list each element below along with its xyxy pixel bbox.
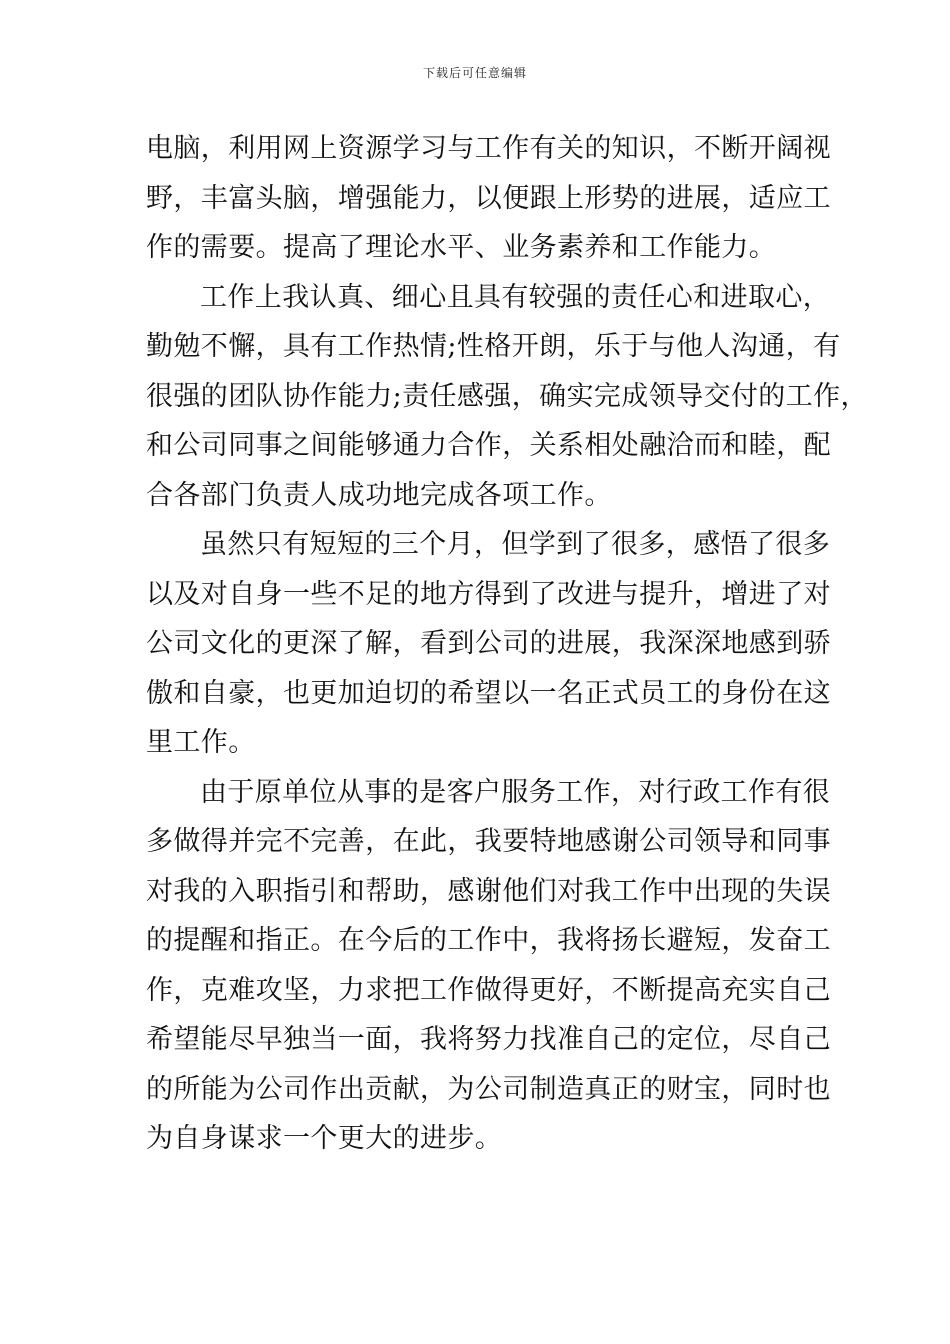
paragraph-first-line: 工作上我认真、细心且具有较强的责任心和进取心， bbox=[200, 281, 831, 313]
document-body bbox=[146, 124, 868, 1164]
text-line: 合各部门负责人成功地完成各项工作。 bbox=[146, 479, 612, 511]
paragraph-first-line: 由于原单位从事的是客户服务工作，对行政工作有很 bbox=[200, 776, 831, 808]
text-line: 以及对自身一些不足的地方得到了改进与提升，增进了对 bbox=[146, 578, 831, 610]
text-line: 傲和自豪，也更加迫切的希望以一名正式员工的身份在这 bbox=[146, 677, 831, 709]
text-line: 对我的入职指引和帮助，感谢他们对我工作中出现的失误 bbox=[146, 875, 831, 907]
text-line: 的提醒和指正。在今后的工作中，我将扬长避短，发奋工 bbox=[146, 925, 831, 956]
text-line: 希望能尽早独当一面，我将努力找准自己的定位，尽自己 bbox=[146, 1024, 831, 1055]
text-line: 野，丰富头脑，增强能力，以便跟上形势的进展，适应工 bbox=[146, 182, 831, 214]
text-line: 作，克难攻坚，力求把工作做得更好，不断提高充实自己 bbox=[146, 974, 831, 1006]
text-line: 很强的团队协作能力;责任感强，确实完成领导交付的工作， bbox=[146, 380, 868, 412]
text-line: 公司文化的更深了解，看到公司的进展，我深深地感到骄 bbox=[146, 628, 831, 659]
text-line: 和公司同事之间能够通力合作，关系相处融洽而和睦，配 bbox=[146, 430, 831, 461]
text-line: 为自身谋求一个更大的进步。 bbox=[146, 1123, 503, 1154]
text-line: 勤勉不懈，具有工作热情;性格开朗，乐于与他人沟通，有 bbox=[146, 331, 841, 362]
text-line: 多做得并完不完善，在此，我要特地感谢公司领导和同事 bbox=[146, 826, 831, 857]
text-line: 作的需要。提高了理论水平、业务素养和工作能力。 bbox=[146, 232, 777, 263]
text-line: 里工作。 bbox=[146, 727, 256, 758]
page-header-note: 下载后可任意编辑 bbox=[422, 66, 527, 80]
paragraph-first-line: 虽然只有短短的三个月，但学到了很多，感悟了很多 bbox=[200, 529, 831, 560]
text-line: 的所能为公司作出贡献，为公司制造真正的财宝，同时也 bbox=[146, 1073, 831, 1105]
text-line: 电脑，利用网上资源学习与工作有关的知识，不断开阔视 bbox=[146, 133, 831, 164]
